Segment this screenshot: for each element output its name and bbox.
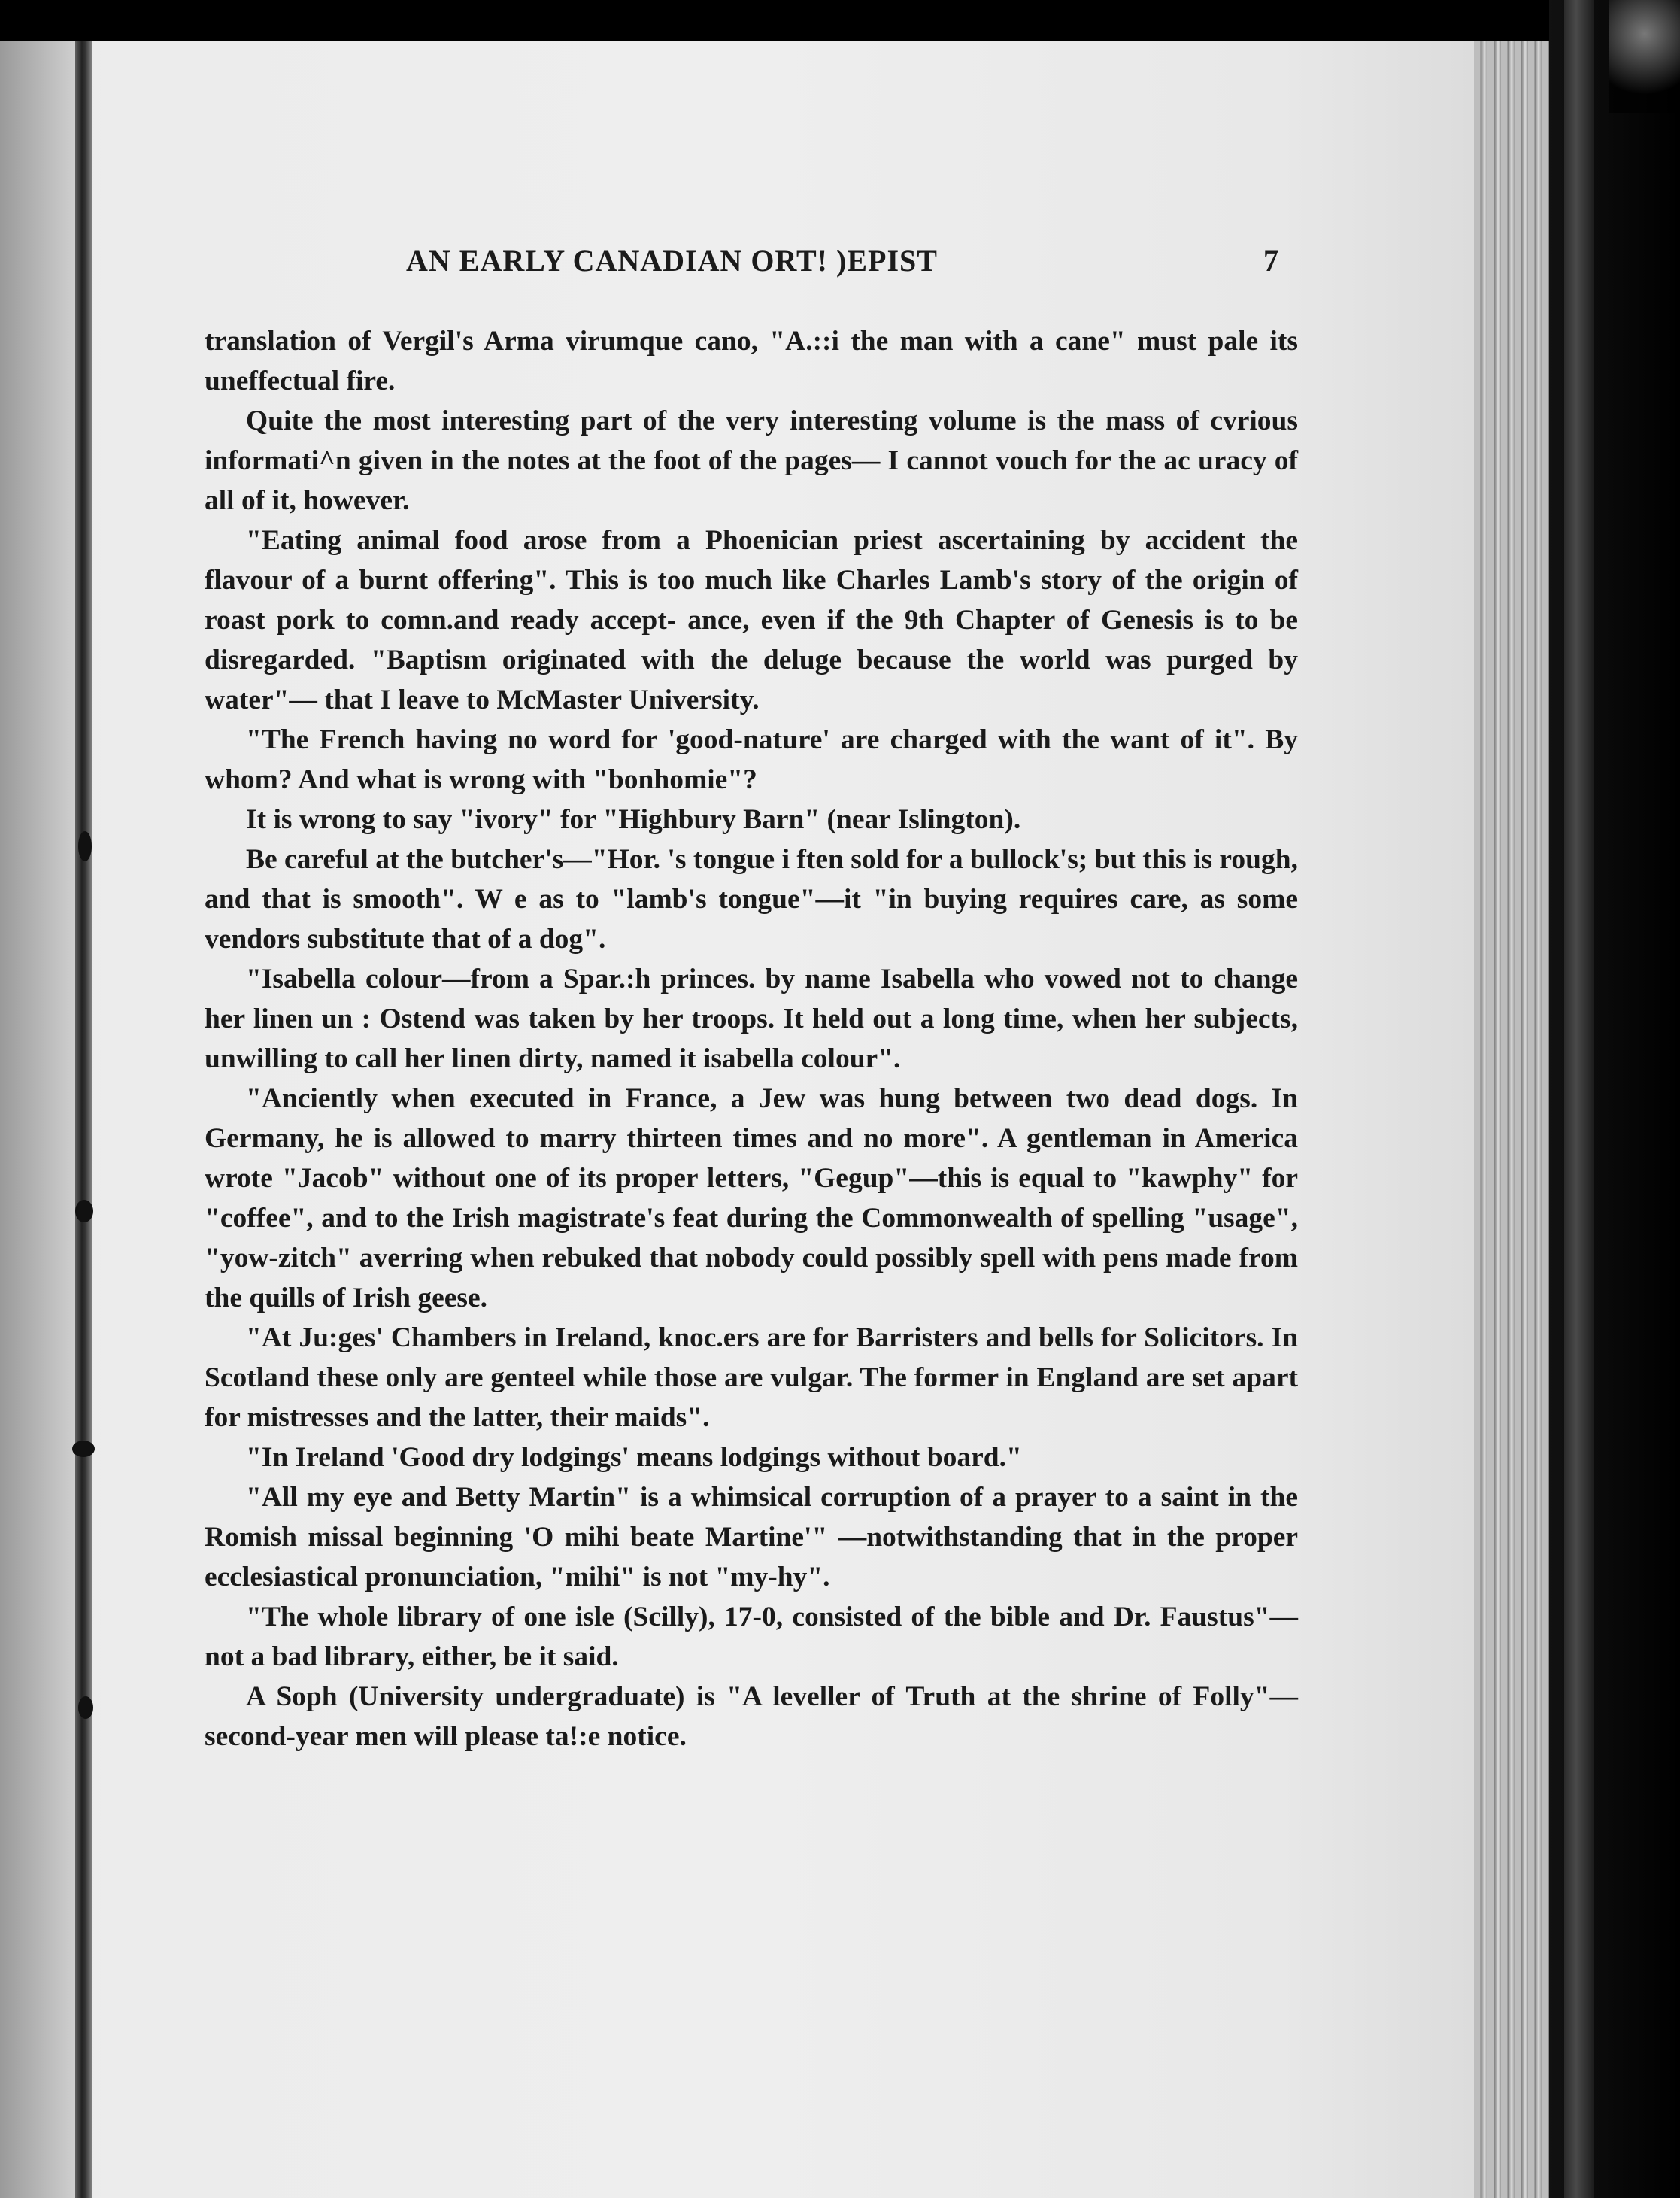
paragraph: "Anciently when executed in France, a Jew was hung between two dead dogs. In Germany, he is allowed to marry thirteen times and no more". A gentleman in America wrote "Jacob" without one of its proper letters, "Gegup"—this is equal to "kawphy" for "coffee", and to the Irish magistrate's feat during the Commonwealth of spelling "usage", "yow-zitch" averring when rebuked that nobody could possibly spell with pens made from the quills of Irish geese. [205,1083,1298,1313]
paragraph: "The whole library of one isle (Scilly), 17-0, consisted of the bible and Dr. Faustus"—not a bad library, either, be it said. [205,1601,1298,1672]
gutter-mark [72,1441,95,1457]
paragraph: "At Ju:ges' Chambers in Ireland, knoc.ers are for Barristers and bells for Solicitors. In Scotland these only are genteel while those are vulgar. The former in England are set apart for mistresses and the latter, their maids". [205,1322,1298,1433]
paragraph: translation of Vergil's Arma virumque cano, "A.::i the man with a cane" must pale its uneffectual fire. [205,326,1298,396]
gutter-mark [75,1200,93,1222]
paragraph: A Soph (University undergraduate) is "A leveller of Truth at the shrine of Folly"—second-year men will please ta!:e notice. [205,1681,1298,1752]
page-number: 7 [1263,244,1279,278]
paragraph: "Eating animal food arose from a Phoenician priest ascertaining by accident the flavour of a burnt offering". This is too much like Charles Lamb's story of the origin of roast pork to comn.and ready accept- ance, even if the 9th Chapter of Genesis is to be disregarded. "Baptism originated with the deluge because the world was purged by water"— that I leave to McMaster University. [205,525,1298,715]
page-edge-strips [1474,41,1549,2198]
paragraph: Be careful at the butcher's—"Hor. 's tongue i ften sold for a bullock's; but this is rough, and that is smooth". W e as to "lamb's tongue"—it "in buying requires care, as some vendors substitute that of a dog". [205,844,1298,955]
paragraph: "All my eye and Betty Martin" is a whimsical corruption of a prayer to a saint in the Romish missal beginning 'O mihi beate Martine'" —notwithstanding that in the proper ecclesiastical pronunciation, "mihi" is not "my-hy". [205,1482,1298,1592]
running-head: AN EARLY CANADIAN ORT! )EPIST [406,244,938,278]
paragraph: It is wrong to say "ivory" for "Highbury Barn" (near Islington). [246,804,1021,835]
corner-speck [1609,0,1680,113]
paragraph: Quite the most interesting part of the very interesting volume is the mass of cvrious informati^n given in the notes at the foot of the pages— I cannot vouch for the ac uracy of all of it, however. [205,405,1298,516]
paragraph: "The French having no word for 'good-nature' are charged with the want of it". By whom? And what is wrong with "bonhomie"? [205,724,1298,795]
gutter-line [75,41,92,2198]
book-page [0,41,1549,2198]
binding-edge [1564,0,1594,2198]
body-text [205,321,1298,1756]
paragraph: "Isabella colour—from a Spar.:h princes. by name Isabella who vowed not to change her linen un : Ostend was taken by her troops. It held out a long time, when her subjects, unwilling to call her linen dirty, named it isabella colour". [205,964,1298,1074]
gutter-mark [78,1696,93,1719]
gutter-mark [78,831,92,861]
paragraph: "In Ireland 'Good dry lodgings' means lodgings without board." [246,1442,1022,1473]
gutter-shadow [0,41,75,2198]
